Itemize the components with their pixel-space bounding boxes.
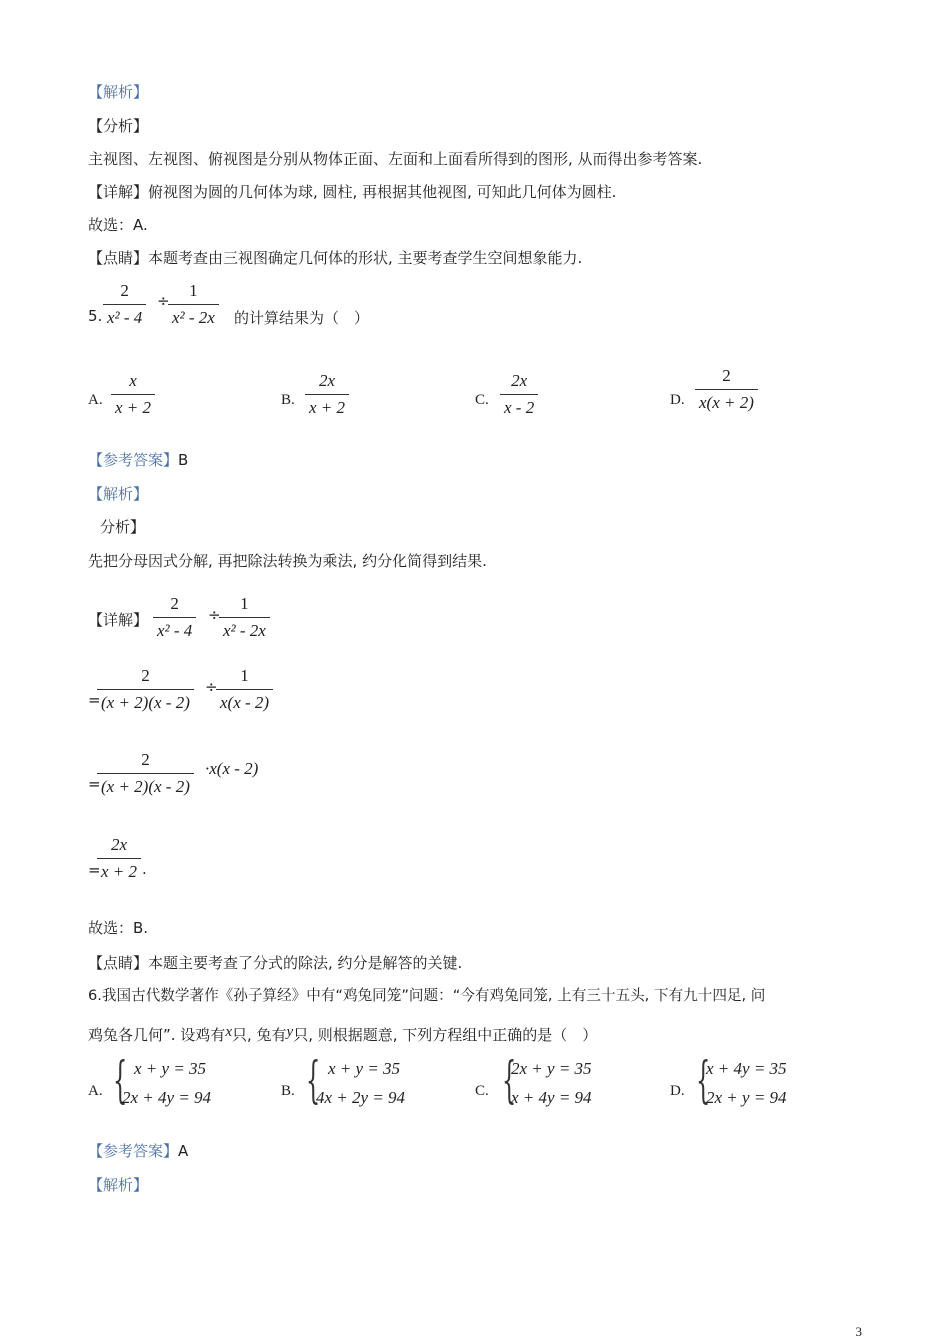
q5-option-d-label: D. — [670, 392, 685, 408]
q6-answer-value: A — [178, 1142, 189, 1160]
q5-option-d-num: 2 — [695, 365, 758, 390]
q5-step2-fraction-2 — [216, 665, 273, 714]
q4-jiexi-heading: 【解析】 — [88, 83, 149, 101]
q6-jiexi-heading: 【解析】 — [88, 1176, 149, 1194]
q6-option-b-label: B. — [281, 1083, 295, 1099]
q5-step2-equals: = — [88, 691, 101, 709]
q5-option-b-num: 2x — [305, 370, 349, 395]
q6-option-c-eq2: x + 4y = 94 — [511, 1088, 592, 1107]
q5-step4-den1: x + 2 — [101, 862, 138, 881]
q5-option-a-label: A. — [88, 392, 103, 408]
q6-var-x: x — [225, 1024, 232, 1040]
q5-number: 5. — [88, 307, 103, 325]
q6-stem-part-c: 只, 则根据题意, 下列方程组中正确的是（ ） — [293, 1026, 598, 1044]
q5-option-d-den: x(x + 2) — [699, 393, 754, 412]
q6-answer-line — [88, 1141, 188, 1161]
q5-option-d — [695, 365, 758, 414]
q6-option-b-eq2: 4x + 2y = 94 — [316, 1088, 406, 1107]
q5-step3-tail: ·x(x - 2) — [205, 759, 259, 778]
q6-option-d-label: D. — [670, 1083, 685, 1099]
q5-step1-divide: ÷ — [208, 606, 221, 624]
q5-answer-label: 【参考答案】 — [88, 451, 179, 469]
q4-xiangjie-text: 【详解】俯视图为圆的几何体为球, 圆柱, 再根据其他视图, 可知此几何体为圆柱. — [88, 183, 617, 201]
q5-option-a-num: x — [111, 370, 155, 395]
q5-step1-den1: x² - 4 — [157, 621, 193, 640]
q6-option-d-eq2: 2x + y = 94 — [706, 1088, 787, 1107]
q5-step3-fraction — [97, 749, 194, 798]
q5-expr-num2: 1 — [168, 280, 219, 305]
q6-option-b-eq1: x + y = 35 — [328, 1059, 401, 1078]
q5-expr-divide: ÷ — [157, 292, 170, 310]
q5-answer-value: B — [178, 451, 189, 469]
q4-fenxi-text: 主视图、左视图、俯视图是分别从物体正面、左面和上面看所得到的图形, 从而得出参考答案. — [88, 150, 703, 168]
q6-stem-part-b: 只, 兔有 — [231, 1026, 287, 1044]
q5-expr-fraction-1 — [103, 280, 146, 329]
q5-jiexi-heading: 【解析】 — [88, 485, 149, 503]
q5-step4-fraction — [97, 834, 141, 883]
q5-step3-equals: = — [88, 775, 101, 793]
q5-step4-tail: . — [142, 860, 147, 878]
q5-expr-fraction-2 — [168, 280, 219, 329]
q5-guxuan: 故选：B. — [88, 919, 149, 937]
q6-option-c-eq1: 2x + y = 35 — [511, 1059, 592, 1078]
q6-option-c-brace: { — [502, 1051, 517, 1109]
q6-option-c-system — [511, 1054, 592, 1112]
q6-stem-line2 — [88, 1022, 597, 1045]
q6-var-y: y — [286, 1024, 294, 1040]
q5-option-a — [111, 370, 155, 419]
page-number: 3 — [855, 1324, 862, 1339]
q5-step2-den2: x(x - 2) — [220, 693, 270, 712]
q5-option-c — [500, 370, 538, 419]
q4-fenxi-label: 【分析】 — [88, 117, 149, 135]
q6-option-d-brace: { — [696, 1051, 711, 1109]
q5-expr-den1: x² - 4 — [107, 308, 143, 327]
q5-option-b — [305, 370, 349, 419]
q5-answer-line — [88, 450, 188, 470]
q5-step1-num1: 2 — [153, 593, 196, 618]
q4-dianjing: 【点睛】本题考查由三视图确定几何体的形状, 主要考查学生空间想象能力. — [88, 249, 583, 267]
q6-option-b-brace: { — [306, 1051, 321, 1109]
q5-option-c-den: x - 2 — [504, 398, 535, 417]
q5-step2-num1: 2 — [97, 665, 194, 690]
q5-step1-fraction-2 — [219, 593, 270, 642]
q5-step4-num1: 2x — [97, 834, 141, 859]
q6-option-a-brace: { — [113, 1051, 128, 1109]
q5-option-b-label: B. — [281, 392, 295, 408]
q4-guxuan: 故选：A. — [88, 216, 148, 234]
q5-dianjing: 【点睛】本题主要考查了分式的除法, 约分是解答的关键. — [88, 954, 463, 972]
q6-option-a-system — [122, 1054, 211, 1112]
q5-option-c-num: 2x — [500, 370, 538, 395]
q6-stem-line1: 6.我国古代数学著作《孙子算经》中有“鸡兔同笼”问题：“今有鸡兔同笼, 上有三十五头, 下有九十四足, 问 — [88, 987, 766, 1004]
q5-step3-den1: (x + 2)(x - 2) — [101, 777, 190, 796]
q5-step3-num1: 2 — [97, 749, 194, 774]
q5-step2-fraction-1 — [97, 665, 194, 714]
q5-step1-den2: x² - 2x — [223, 621, 266, 640]
q5-step2-divide: ÷ — [205, 678, 218, 696]
q6-option-b-system — [316, 1054, 405, 1112]
q5-step2-den1: (x + 2)(x - 2) — [101, 693, 190, 712]
q6-stem-part-a: 鸡兔各几何”. 设鸡有 — [88, 1026, 226, 1044]
q5-expr-num1: 2 — [103, 280, 146, 305]
q5-step1-num2: 1 — [219, 593, 270, 618]
q6-option-c-label: C. — [475, 1083, 489, 1099]
q5-xiangjie-label: 【详解】 — [88, 611, 149, 629]
q6-option-d-system — [706, 1054, 787, 1112]
q5-step4-equals: = — [88, 861, 101, 879]
q5-step2-num2: 1 — [216, 665, 273, 690]
q6-option-a-eq2: 2x + 4y = 94 — [122, 1088, 212, 1107]
q6-answer-label: 【参考答案】 — [88, 1142, 179, 1160]
q5-fenxi-label: 分析】 — [100, 518, 146, 536]
q5-expr-den2: x² - 2x — [172, 308, 215, 327]
q5-option-c-label: C. — [475, 392, 489, 408]
q6-option-a-label: A. — [88, 1083, 103, 1099]
q5-option-b-den: x + 2 — [309, 398, 346, 417]
q6-option-a-eq1: x + y = 35 — [134, 1059, 207, 1078]
q5-step1-fraction-1 — [153, 593, 196, 642]
q5-fenxi-text: 先把分母因式分解, 再把除法转换为乘法, 约分化简得到结果. — [88, 552, 487, 570]
q6-option-d-eq1: x + 4y = 35 — [706, 1059, 787, 1078]
q5-option-a-den: x + 2 — [115, 398, 152, 417]
q5-stem-suffix: 的计算结果为（ ） — [234, 309, 370, 327]
